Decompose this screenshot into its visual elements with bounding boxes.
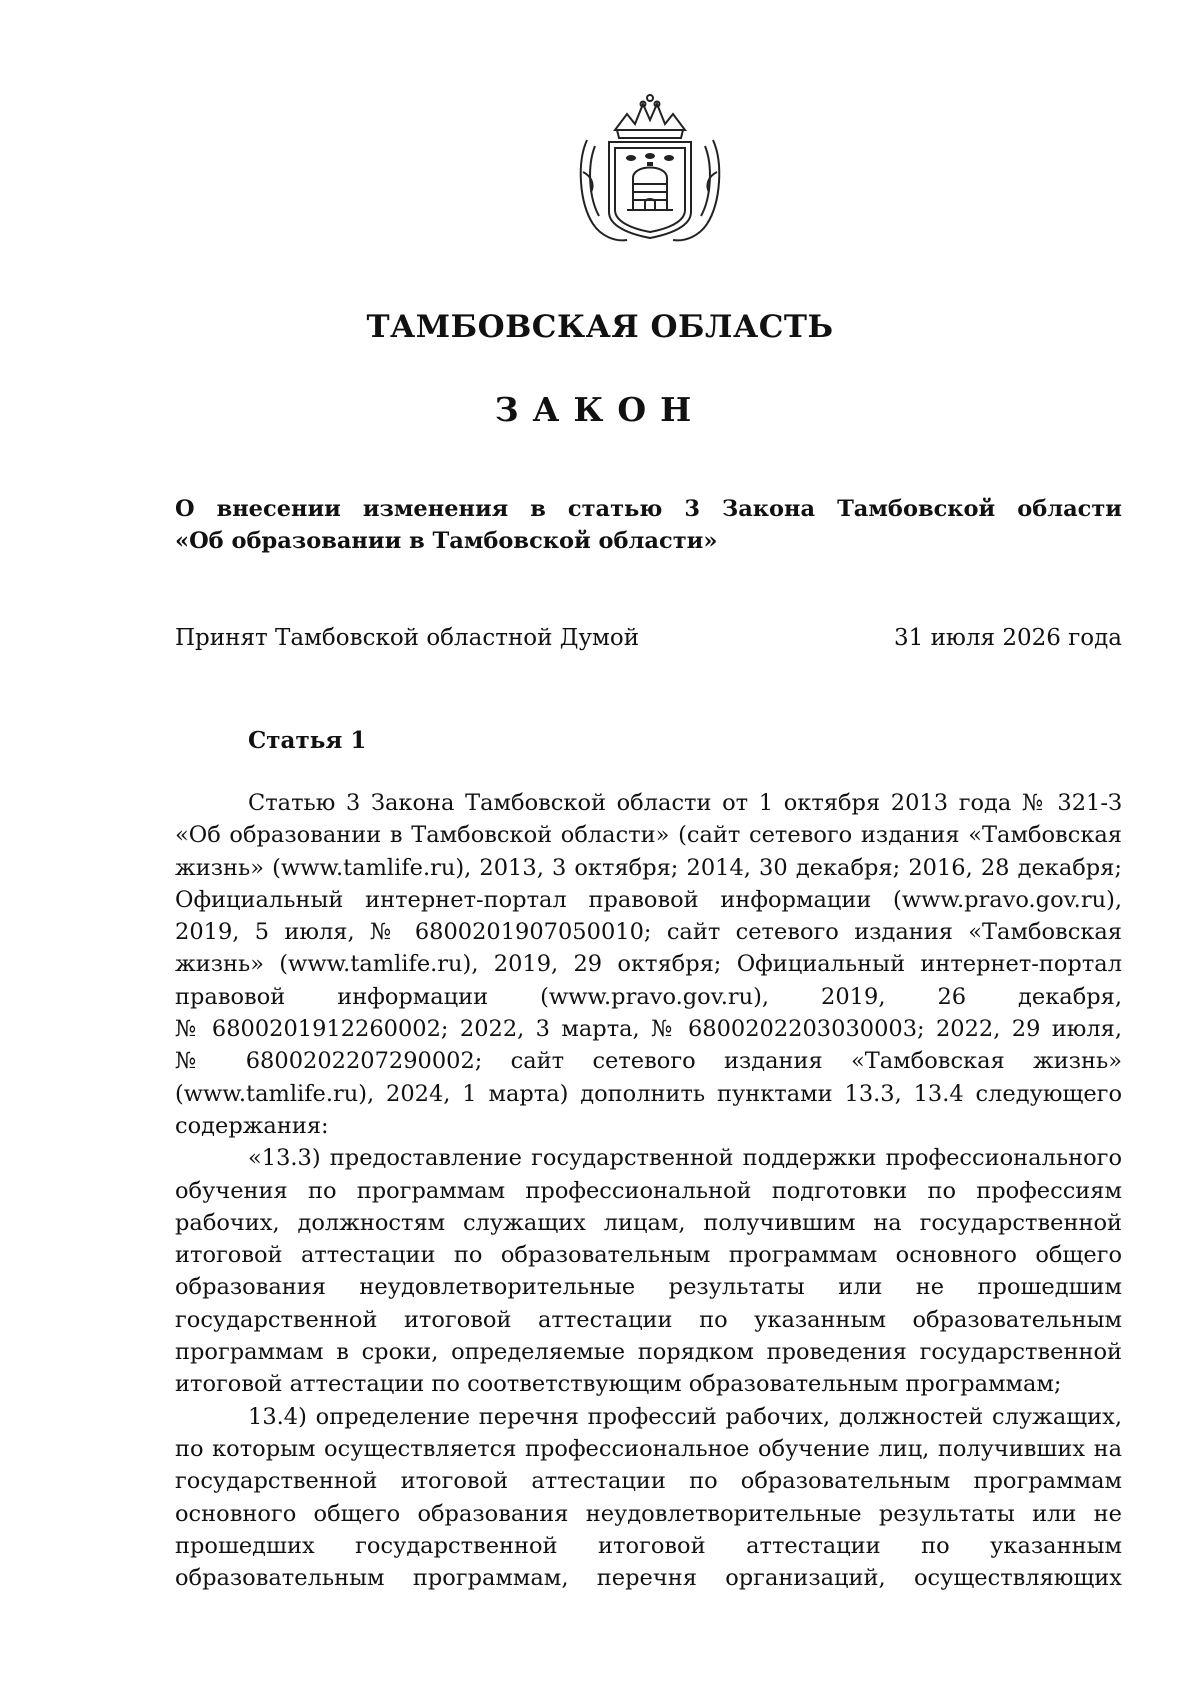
text-line: правовой информации (www.pravo.gov.ru), 2019, 26 декабря,: [175, 983, 1122, 1010]
text-line: Статью 3 Закона Тамбовской области от 1 октября 2013 года № 321-З: [248, 790, 1122, 816]
text-line: образования неудовлетворительные результаты или не прошедшим: [175, 1274, 1122, 1301]
text-line: жизнь» (www.tamlife.ru), 2013, 3 октября; 2014, 30 декабря; 2016, 28 декабря;: [175, 854, 1122, 881]
law-subject: [175, 493, 1122, 557]
text-line: (www.tamlife.ru), 2024, 1 марта) дополнить пунктами 13.3, 13.4 следующего: [175, 1080, 1122, 1107]
text-line: по которым осуществляется профессиональное обучение лиц, получивших на: [175, 1435, 1122, 1462]
text-line: 13.4) определение перечня профессий рабочих, должностей служащих,: [248, 1403, 1122, 1430]
text-line: № 6800201912260002; 2022, 3 марта, № 6800202203030003; 2022, 29 июля,: [175, 1016, 1122, 1043]
text-line: обучения по программам профессиональной подготовки по профессиям: [175, 1177, 1122, 1204]
text-line: «Об образовании в Тамбовской области» (сайт сетевого издания «Тамбовская: [175, 822, 1122, 849]
text-line: основного общего образования неудовлетворительные результаты или не: [175, 1500, 1122, 1527]
text-line: жизнь» (www.tamlife.ru), 2019, 29 октября; Официальный интернет-портал: [175, 951, 1122, 978]
text-line: государственной итоговой аттестации по указанным образовательным: [175, 1306, 1122, 1333]
text-line: Официальный интернет-портал правовой информации (www.pravo.gov.ru),: [175, 886, 1122, 913]
adopted-by: Принят Тамбовской областной Думой: [175, 625, 640, 651]
document-type-title: ЗАКОН: [494, 390, 706, 429]
adoption-date: 31 июля 2026 года: [894, 625, 1122, 651]
article-heading: Статья 1: [248, 727, 367, 754]
text-line: образовательным программам, перечня организаций, осуществляющих: [175, 1565, 1122, 1592]
article-body: [175, 787, 1122, 1594]
law-subject-line: «Об образовании в Тамбовской области»: [175, 528, 718, 554]
text-line: итоговой аттестации по соответствующим образовательным программам;: [175, 1371, 1062, 1398]
text-line: программам в сроки, определяемые порядком проведения государственной: [175, 1339, 1122, 1366]
region-title: ТАМБОВСКАЯ ОБЛАСТЬ: [366, 309, 834, 345]
law-subject-line: О внесении изменения в статью 3 Закона Тамбовской области: [175, 496, 1122, 522]
text-line: № 6800202207290002; сайт сетевого издания «Тамбовская жизнь»: [175, 1048, 1122, 1075]
text-line: рабочих, должностям служащих лицам, получившим на государственной: [175, 1209, 1122, 1236]
text-line: 2019, 5 июля, № 6800201907050010; сайт сетевого издания «Тамбовская: [175, 919, 1122, 946]
text-line: государственной итоговой аттестации по образовательным программам: [175, 1468, 1122, 1495]
text-line: итоговой аттестации по образовательным программам основного общего: [175, 1242, 1122, 1269]
coat-of-arms-icon: [575, 92, 725, 246]
text-line: «13.3) предоставление государственной поддержки профессионального: [248, 1145, 1122, 1172]
text-line: прошедших государственной итоговой аттестации по указанным: [175, 1532, 1122, 1559]
text-line: содержания:: [175, 1112, 329, 1139]
